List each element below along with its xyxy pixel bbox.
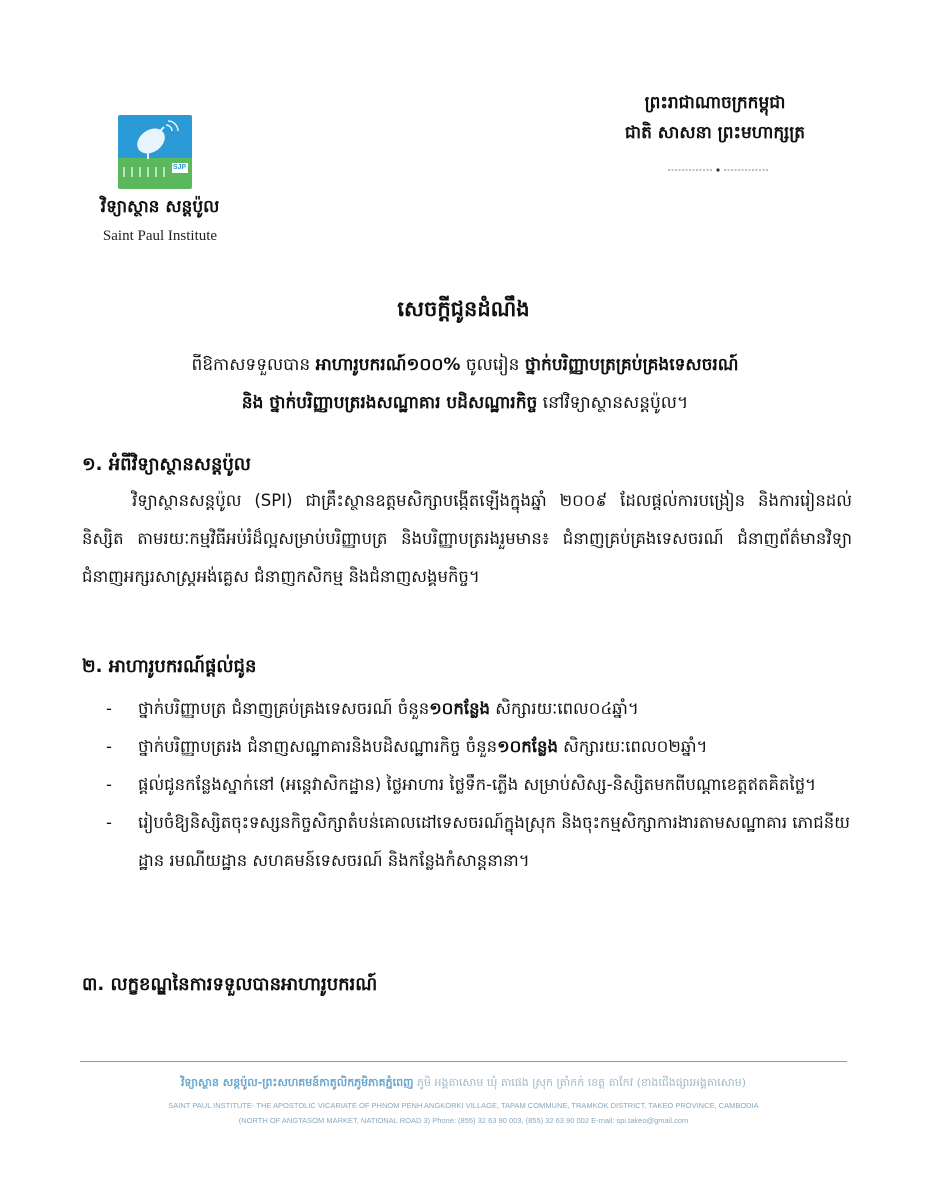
section-1-heading: ១. អំពីវិទ្យាស្ថានសន្តប៉ូល xyxy=(82,454,251,475)
institute-name-english: Saint Paul Institute xyxy=(102,228,218,244)
institute-name-khmer: វិទ្យាស្ថាន សន្តប៉ូល xyxy=(100,197,220,217)
subtitle-text: ពីឱកាសទទួលបាន xyxy=(191,355,316,375)
list-item-text: ថ្នាក់បរិញ្ញាបត្ររង ជំនាញសណ្ឋាគារនិងបដិសណ្ឋារកិច្ច ចំនួន xyxy=(138,737,498,756)
kingdom-title: ព្រះរាជាណាចក្រកម្ពុជា xyxy=(644,93,786,113)
institute-logo xyxy=(118,115,192,189)
list-item xyxy=(106,690,852,728)
subtitle-associate-program: និង ថ្នាក់បរិញ្ញាបត្ររងសណ្ឋាគារ បដិសណ្ឋារកិច្ច xyxy=(241,393,538,413)
list-item-text: ផ្ដល់ជូនកន្លែងស្នាក់នៅ (អន្តេវាសិកដ្ឋាន) ថ្លៃអាហារ ថ្លៃទឹក-ភ្លើង សម្រាប់សិស្ស-និស្សិតមកពីបណ្ដាខេត្តឥតគិតថ្លៃ។ xyxy=(138,775,817,794)
subtitle-bachelor-program: ថ្នាក់បរិញ្ញាបត្រគ្រប់គ្រងទេសចរណ៍ xyxy=(524,355,739,375)
list-item-text: ថ្នាក់បរិញ្ញាបត្រ ជំនាញគ្រប់គ្រងទេសចរណ៍ ចំនួន xyxy=(138,699,430,718)
list-item-text: សិក្សារយៈពេល០៤ឆ្នាំ។ xyxy=(490,699,639,718)
section-3-heading: ៣. លក្ខខណ្ឌនៃការទទួលបានអាហារូបករណ៍ xyxy=(82,974,378,995)
subtitle-text: នៅវិទ្យាស្ថានសន្តប៉ូល។ xyxy=(537,393,689,413)
list-dash: - xyxy=(106,737,112,756)
kingdom-header xyxy=(590,88,840,148)
list-item-count: ១០កន្លែង xyxy=(429,699,491,718)
footer-institute-name: វិទ្យាស្ថាន សន្តប៉ូល-ព្រះសហគមន៍កាតូលិកភូមិភាគភ្នំពេញ xyxy=(180,1076,414,1089)
footer-address: ភូមិ អង្គតាសោម ឃុំ តាផេង ស្រុក ត្រាំកក់ ខេត្ត តាកែវ (ខាងជើងផ្សារអង្គតាសោម) xyxy=(413,1076,747,1089)
logo-badge: SJP xyxy=(173,164,187,171)
list-dash: - xyxy=(106,699,112,718)
kingdom-motto: ជាតិ សាសនា ព្រះមហាក្សត្រ xyxy=(624,123,806,143)
scholarship-list xyxy=(106,690,852,880)
announcement-subtitle xyxy=(60,346,870,422)
section-1-body: វិទ្យាស្ថានសន្តប៉ូល (SPI) ជាគ្រឹះស្ថានឧត្តមសិក្សាបង្កើតឡើងក្នុងឆ្នាំ ២០០៩ ដែលផ្ដល់ការបង្រៀន និងការរៀនដល់និស្សិត តាមរយៈកម្មវិធីអប់រំដ៏ល្អសម្រាប់បរិញ្ញាបត្រ និងបរិញ្ញាបត្ររងរួមមាន៖ ជំនាញគ្រប់គ្រងទេសចរណ៍ ជំនាញព័ត៌មានវិទ្យា ជំនាញអក្សរសាស្ត្រអង់គ្លេស ជំនាញកសិកម្ម និងជំនាញសង្គមកិច្ច។ xyxy=(82,491,852,586)
list-item xyxy=(106,728,852,766)
footer-contact: (NORTH OF ANGTASOM MARKET, NATIONAL ROAD 3) Phone: (855) 32 63 90 003, (855) 32 63 90 002 E-mail: spi.takeo@gmail.com xyxy=(238,1116,689,1125)
list-item-text: រៀបចំឱ្យនិស្សិតចុះទស្សនកិច្ចសិក្សាតំបន់គោលដៅទេសចរណ៍ក្នុងស្រុក និងចុះកម្មសិក្សាការងារតាមសណ្ឋាគារ ភោជនីយដ្ឋាន រមណីយដ្ឋាន សហគមន៍ទេសចរណ៍ និងកន្លែងកំសាន្តនានា។ xyxy=(138,813,850,870)
subtitle-scholarship: អាហារូបករណ៍១០០% xyxy=(315,355,461,375)
list-item-count: ១០កន្លែង xyxy=(497,737,558,756)
list-dash: - xyxy=(106,775,112,794)
list-item xyxy=(106,766,852,804)
list-item xyxy=(106,804,852,880)
section-2-heading: ២. អាហារូបករណ៍ផ្ដល់ជូន xyxy=(82,656,257,677)
decorative-divider xyxy=(668,168,768,172)
footer-divider xyxy=(80,1061,847,1062)
list-item-text: សិក្សារយៈពេល០២ឆ្នាំ។ xyxy=(557,737,708,756)
subtitle-text: ចូលរៀន xyxy=(460,355,525,375)
satellite-dish-icon xyxy=(118,115,192,189)
list-dash: - xyxy=(106,813,112,832)
footer-address-khmer xyxy=(0,1076,927,1092)
page-title: សេចក្ដីជូនដំណឹង xyxy=(397,297,530,321)
footer-address-english: SAINT PAUL INSTITUTE- THE APOSTOLIC VICARIATE OF PHNOM PENH ANGKORKI VILLAGE, TAPAM COMMUNE, TRAMKOK DISTRICT, TAKEO PROVINCE, CAMBODIA xyxy=(168,1101,759,1110)
